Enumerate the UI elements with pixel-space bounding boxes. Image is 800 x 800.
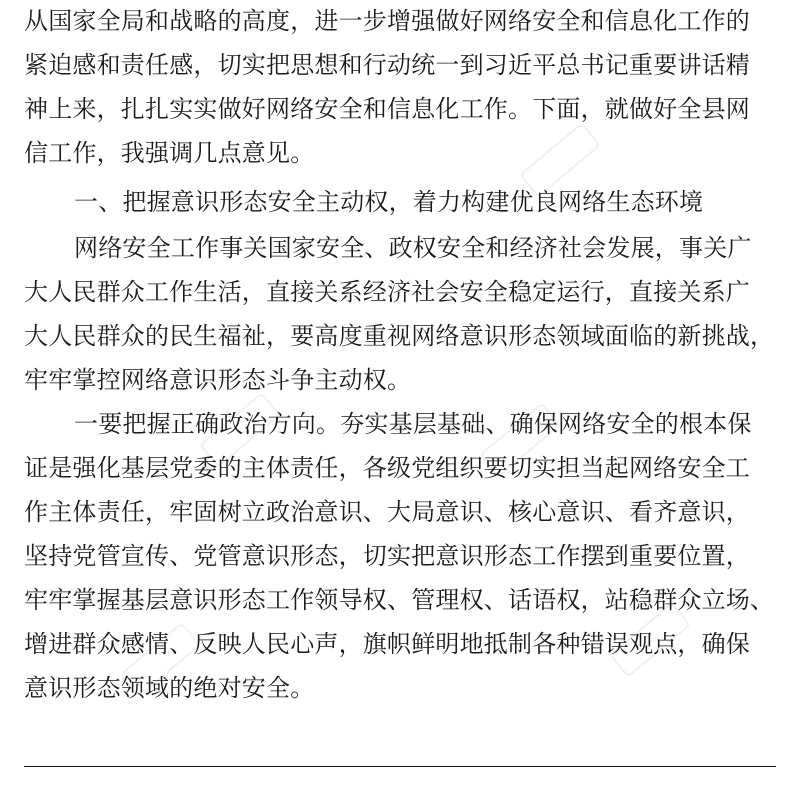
paragraph-line: 作主体责任，牢固树立政治意识、大局意识、核心意识、看齐意识，: [24, 498, 750, 526]
paragraph-line: 一要把握正确政治方向。夯实基层基础、确保网络安全的根本保: [74, 410, 752, 438]
paragraph-line: 大人民群众的民生福祉，要高度重视网络意识形态领域面临的新挑战，: [24, 322, 775, 350]
paragraph-line: 牢牢掌控网络意识形态斗争主动权。: [24, 366, 412, 394]
paragraph-line: 坚持党管宣传、党管意识形态，切实把意识形态工作摆到重要位置，: [24, 542, 750, 570]
paragraph-line: 信工作，我强调几点意见。: [24, 139, 315, 167]
paragraph-line: 网络安全工作事关国家安全、政权安全和经济社会发展，事关广: [74, 234, 752, 262]
paragraph-line: 紧迫感和责任感，切实把思想和行动统一到习近平总书记重要讲话精: [24, 51, 750, 79]
paragraph-line: 从国家全局和战略的高度，进一步增强做好网络安全和信息化工作的: [24, 7, 750, 35]
paragraph-line: 增进群众感情、反映人民心声，旗帜鲜明地抵制各种错误观点，确保: [24, 630, 750, 658]
section-heading: 一、把握意识形态安全主动权，着力构建优良网络生态环境: [74, 188, 704, 216]
paragraph-line: 大人民群众工作生活，直接关系经济社会安全稳定运行，直接关系广: [24, 278, 750, 306]
bottom-divider: [24, 766, 776, 767]
paragraph-line: 神上来，扎扎实实做好网络安全和信息化工作。下面，就做好全县网: [24, 95, 750, 123]
paragraph-line: 意识形态领域的绝对安全。: [24, 674, 315, 702]
paragraph-line: 证是强化基层党委的主体责任，各级党组织要切实担当起网络安全工: [24, 454, 750, 482]
paragraph-line: 牢牢掌握基层意识形态工作领导权、管理权、话语权，站稳群众立场、: [24, 586, 775, 614]
